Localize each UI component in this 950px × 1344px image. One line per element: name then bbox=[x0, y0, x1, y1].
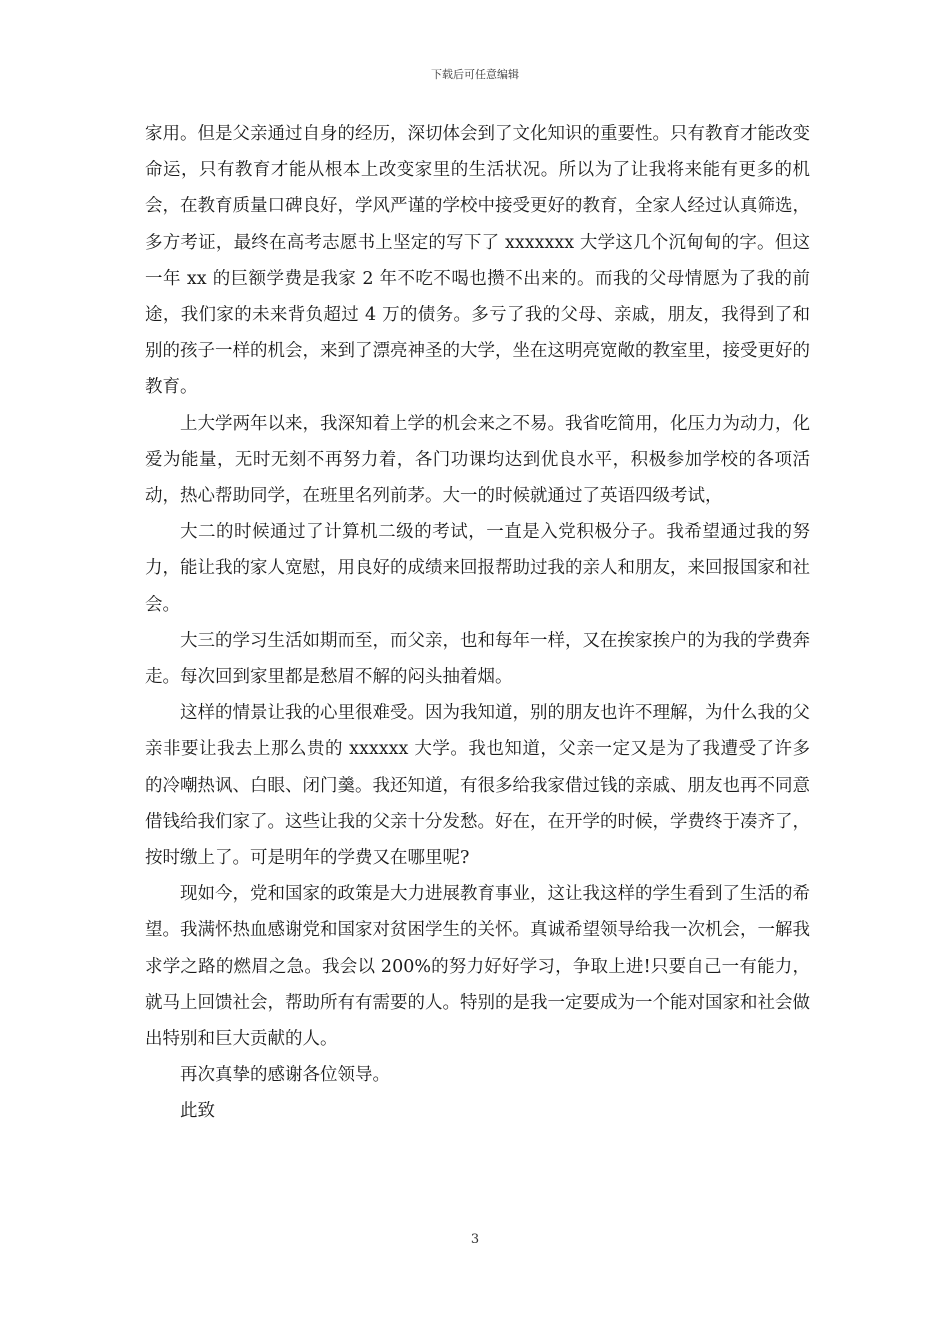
paragraph-closing: 此致 bbox=[180, 1101, 215, 1122]
paragraph-policy: 现如今，党和国家的政策是大力进展教育事业，这让我这样的学生看到了生活的希望。我满怀热血感谢党和国家对贫困学生的关怀。真诚希望领导给我一次机会，一解我求学之路的燃眉之急。我会以 200%的努力好好学习，争取上进!只要自己一有能力，就马上回馈社会，帮助所有有需要的人。特别的是我一定要成为一个能对国家和社会做出特别和巨大贡献的人。 bbox=[145, 884, 810, 1050]
paragraph-hardship: 这样的情景让我的心里很难受。因为我知道，别的朋友也许不理解，为什么我的父亲非要让我去上那么贵的 xxxxxx 大学。我也知道，父亲一定又是为了我遭受了许多的冷嘲热讽、白眼、闭门羹。我还知道，有很多给我家借过钱的亲戚、朋友也再不同意借钱给我们家了。这些让我的父亲十分发愁。好在，在开学的时候，学费终于凑齐了，按时缴上了。可是明年的学费又在哪里呢? bbox=[145, 703, 810, 869]
paragraph-continuation: 家用。但是父亲通过自身的经历，深切体会到了文化知识的重要性。只有教育才能改变命运，只有教育才能从根本上改变家里的生活状况。所以为了让我将来能有更多的机会，在教育质量口碑良好，学风严谨的学校中接受更好的教育，全家人经过认真筛选，多方考证，最终在高考志愿书上坚定的写下了 xxxxxxx 大学这几个沉甸甸的字。但这一年 xx 的巨额学费是我家 2 年不吃不喝也攒不出来的。而我的父母情愿为了我的前途，我们家的未来背负超过 4 万的债务。多亏了我的父母、亲戚，朋友，我得到了和别的孩子一样的机会，来到了漂亮神圣的大学，坐在这明亮宽敞的教室里，接受更好的教育。 bbox=[145, 124, 810, 398]
page-header: 下载后可任意编辑 bbox=[431, 68, 519, 81]
paragraph-sophomore: 大二的时候通过了计算机二级的考试，一直是入党积极分子。我希望通过我的努力，能让我的家人宽慰，用良好的成绩来回报帮助过我的亲人和朋友，来回报国家和社会。 bbox=[145, 522, 810, 615]
document-body bbox=[145, 116, 810, 1130]
paragraph-thanks: 再次真挚的感谢各位领导。 bbox=[180, 1065, 390, 1086]
page-number: 3 bbox=[470, 1232, 480, 1247]
paragraph-university-years: 上大学两年以来，我深知着上学的机会来之不易。我省吃简用，化压力为动力，化爱为能量，无时无刻不再努力着，各门功课均达到优良水平，积极参加学校的各项活动，热心帮助同学，在班里名列前茅。大一的时候就通过了英语四级考试， bbox=[145, 413, 810, 507]
paragraph-junior: 大三的学习生活如期而至，而父亲，也和每年一样，又在挨家挨户的为我的学费奔走。每次回到家里都是愁眉不解的闷头抽着烟。 bbox=[145, 630, 810, 688]
